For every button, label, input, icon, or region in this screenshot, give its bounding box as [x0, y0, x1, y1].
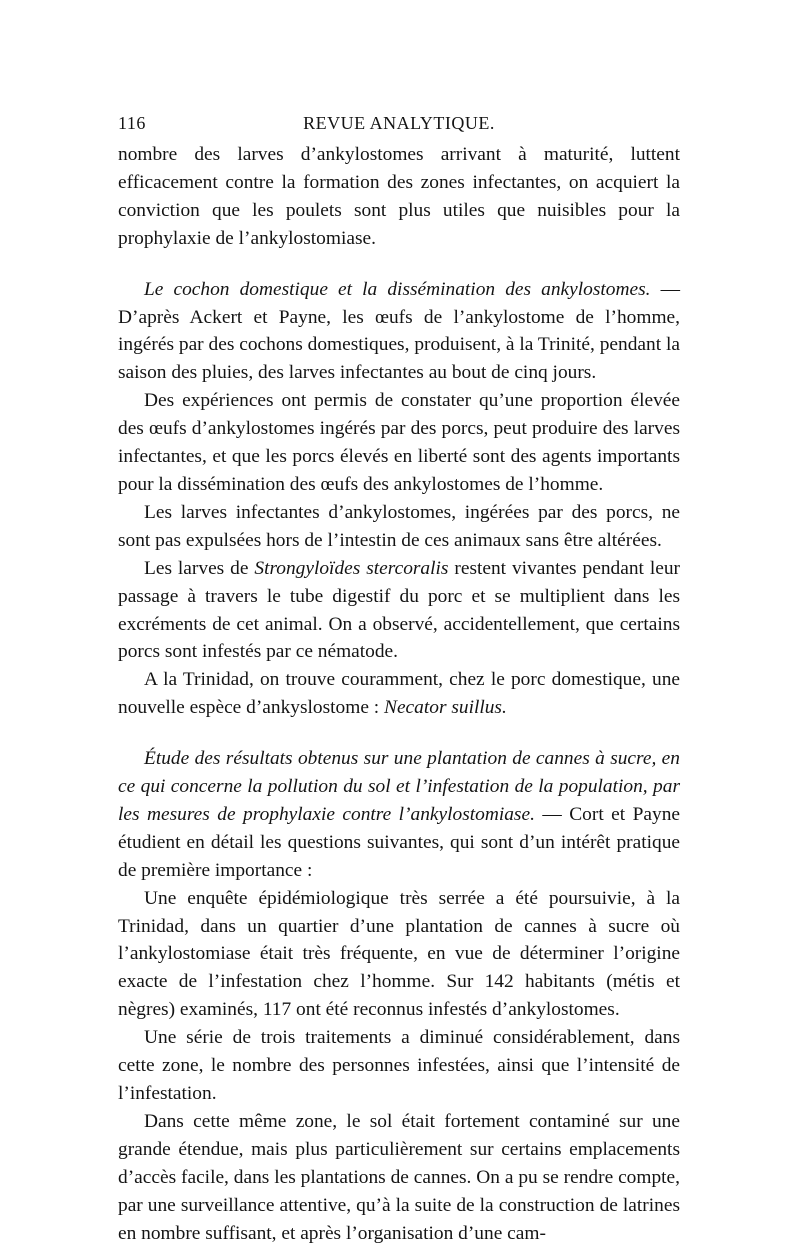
paragraph: Une enquête épidémiologique très serrée a été poursuivie, à la Trinidad, dans un quartier d’une plantation de cannes à sucre où l’ankylostomiase était très fréquente, en vue de déterminer l’origine exacte de l’infestation chez l’homme. Sur 142 habitants (métis et nègres) examinés, 117 ont été reconnus infestés d’ankylostomes.: [118, 887, 680, 1021]
paragraph-text: restent vivantes pendant leur passage à travers le tube digestif du porc et se multiplient dans les excréments de cet animal. On a observé, accidentellement, que certains porcs sont infestés par ce nématode.: [118, 557, 680, 663]
paragraph-strongyloides: [118, 555, 680, 667]
paragraph-text: Les larves de: [144, 557, 255, 579]
paragraph-text: — D’après Ackert et Payne, les œufs de l’ankylostome de l’homme, ingérés par des cochons domestiques, produisent, à la Trinité, pendant la saison des pluies, des larves infectantes au bout de cinq jours.: [118, 278, 680, 384]
section-heading: Étude des résultats obtenus sur une plantation de cannes à sucre, en ce qui concerne la pollution du sol et l’infestation de la population, par les mesures de prophylaxie contre l’ankylostomiase.: [118, 748, 680, 825]
paragraph-text: A la Trinidad, on trouve couramment, chez le porc domestique, une nouvelle espèce d’ankyslostome :: [118, 669, 680, 719]
page-header: [118, 113, 680, 143]
paragraph-text: — Cort et Payne étudient en détail les questions suivantes, qui sont d’un intérêt pratique de première importance :: [118, 803, 680, 881]
paragraph-necator: [118, 666, 680, 722]
paragraph: Des expériences ont permis de constater qu’une proportion élevée des œufs d’ankylostomes ingérés par des porcs, peut produire des larves infectantes, et que les porcs élevés en liberté sont des agents importants pour la dissémination des œufs des ankylostomes de l’homme.: [118, 390, 680, 495]
running-title: REVUE ANALYTIQUE.: [303, 113, 495, 133]
paragraph: Les larves infectantes d’ankylostomes, ingérées par des porcs, ne sont pas expulsées hors de l’intestin de ces animaux sans être altérées.: [118, 501, 680, 551]
paragraph: Dans cette même zone, le sol était fortement contaminé sur une grande étendue, mais plus particulièrement sur certains emplacements d’accès facile, dans les plantations de cannes. On a pu se rendre compte, par une surveillance attentive, qu’à la suite de la construction de latrines en nombre suffisant, et après l’organisation d’une cam-: [118, 1110, 680, 1244]
page-number: 116: [118, 113, 146, 133]
paragraph: Une série de trois traitements a diminué considérablement, dans cette zone, le nombre des personnes infestées, ainsi que l’intensité de l’infestation.: [118, 1027, 680, 1104]
body-text: [118, 141, 680, 1247]
section-etude-plantation: [118, 745, 680, 885]
section-heading: Le cochon domestique et la dissémination des ankylostomes.: [144, 278, 651, 300]
species-name: Strongyloïdes stercoralis: [254, 557, 449, 579]
paragraph-continuation: nombre des larves d’ankylostomes arrivant à maturité, luttent efficacement contre la formation des zones infectantes, on acquiert la conviction que les poulets sont plus utiles que nuisibles pour la prophylaxie de l’ankylostomiase.: [118, 144, 680, 249]
species-name: Necator suillus.: [384, 697, 507, 719]
section-cochon-domestique: [118, 276, 680, 388]
